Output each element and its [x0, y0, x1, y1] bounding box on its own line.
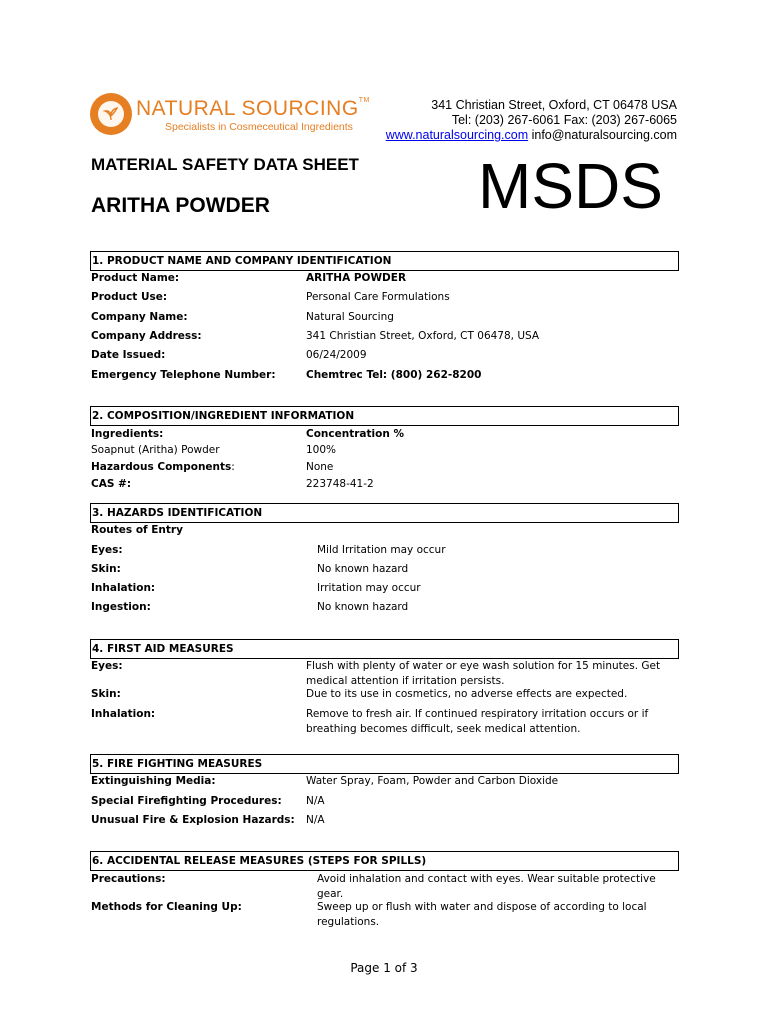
firstaid-inhalation-label: Inhalation: — [91, 708, 156, 720]
page-number: Page 1 of 3 — [350, 961, 418, 975]
hazard-ingestion-value: No known hazard — [317, 601, 409, 613]
company-logo — [90, 93, 132, 135]
routes-of-entry-heading: Routes of Entry — [91, 524, 183, 536]
section-5-header: 5. FIRE FIGHTING MEASURES — [90, 754, 679, 774]
product-use-label: Product Use: — [91, 291, 168, 303]
product-name-label: Product Name: — [91, 272, 180, 284]
company-address-value: 341 Christian Street, Oxford, CT 06478, USA — [306, 330, 540, 342]
extinguishing-media-label: Extinguishing Media: — [91, 775, 216, 787]
section-4-header: 4. FIRST AID MEASURES — [90, 639, 679, 659]
emergency-phone-label: Emergency Telephone Number: — [91, 369, 276, 381]
website-link[interactable]: www.naturalsourcing.com — [385, 128, 529, 142]
hazard-inhalation-label: Inhalation: — [91, 582, 156, 594]
extinguishing-media-value: Water Spray, Foam, Powder and Carbon Dioxide — [306, 775, 559, 787]
section-3-header: 3. HAZARDS IDENTIFICATION — [90, 503, 679, 523]
cas-value: 223748-41-2 — [306, 478, 374, 490]
msds-heading: MSDS — [478, 150, 663, 222]
hazardous-components-value: None — [306, 461, 334, 473]
emergency-phone-value: Chemtrec Tel: (800) 262-8200 — [306, 369, 482, 381]
firstaid-eyes-label: Eyes: — [91, 660, 123, 672]
product-title: ARITHA POWDER — [91, 194, 270, 217]
company-name-value: Natural Sourcing — [306, 311, 394, 323]
firstaid-skin-label: Skin: — [91, 688, 121, 700]
hazard-inhalation-value: Irritation may occur — [317, 582, 421, 594]
company-address-label: Company Address: — [91, 330, 202, 342]
brand-tagline: Specialists in Cosmeceutical Ingredients — [165, 121, 353, 133]
firstaid-skin-value: Due to its use in cosmetics, no adverse effects are expected. — [306, 688, 628, 700]
firstaid-inhalation-value: Remove to fresh air. If continued respiratory irritation occurs or if breathing becomes difficult, seek medical attention. — [306, 708, 649, 735]
ingredient-name: Soapnut (Aritha) Powder — [91, 444, 220, 456]
hazard-skin-label: Skin: — [91, 563, 121, 575]
email-text: info@naturalsourcing.com — [531, 128, 677, 142]
special-procedures-value: N/A — [306, 795, 325, 807]
hazard-skin-value: No known hazard — [317, 563, 409, 575]
section-6-header: 6. ACCIDENTAL RELEASE MEASURES (STEPS FOR SPILLS) — [90, 851, 679, 871]
phone-line: Tel: (203) 267-6061 Fax: (203) 267-6065 — [451, 113, 677, 127]
brand-name: NATURAL SOURCING™ — [136, 97, 370, 120]
explosion-hazards-value: N/A — [306, 814, 325, 826]
firstaid-eyes-value: Flush with plenty of water or eye wash solution for 15 minutes. Get medical attention if irritation persists. — [306, 660, 661, 687]
cleanup-methods-label: Methods for Cleaning Up: — [91, 901, 242, 913]
date-issued-label: Date Issued: — [91, 349, 166, 361]
cleanup-methods-value: Sweep up or flush with water and dispose of according to local regulations. — [317, 901, 647, 928]
product-use-value: Personal Care Formulations — [306, 291, 450, 303]
document-type-title: MATERIAL SAFETY DATA SHEET — [91, 155, 359, 174]
cas-label: CAS #: — [91, 478, 132, 490]
leaf-seal-icon — [98, 101, 124, 127]
address-line: 341 Christian Street, Oxford, CT 06478 USA — [431, 98, 677, 112]
company-contact — [386, 98, 677, 143]
special-procedures-label: Special Firefighting Procedures: — [91, 795, 282, 807]
trademark-mark: TM — [358, 97, 370, 104]
web-email-line — [386, 128, 677, 143]
section-1-header: 1. PRODUCT NAME AND COMPANY IDENTIFICATION — [90, 251, 679, 271]
product-name-value: ARITHA POWDER — [306, 272, 407, 284]
company-name-label: Company Name: — [91, 311, 188, 323]
concentration-header: Concentration % — [306, 428, 404, 440]
hazard-eyes-value: Mild Irritation may occur — [317, 544, 446, 556]
ingredient-concentration: 100% — [306, 444, 337, 456]
hazard-eyes-label: Eyes: — [91, 544, 123, 556]
precautions-value: Avoid inhalation and contact with eyes. Wear suitable protective gear. — [317, 873, 656, 900]
date-issued-value: 06/24/2009 — [306, 349, 367, 361]
hazardous-components-label: Hazardous Components: — [91, 461, 235, 473]
section-2-header: 2. COMPOSITION/INGREDIENT INFORMATION — [90, 406, 679, 426]
explosion-hazards-label: Unusual Fire & Explosion Hazards: — [91, 814, 295, 826]
hazard-ingestion-label: Ingestion: — [91, 601, 151, 613]
ingredients-label: Ingredients: — [91, 428, 164, 440]
precautions-label: Precautions: — [91, 873, 166, 885]
